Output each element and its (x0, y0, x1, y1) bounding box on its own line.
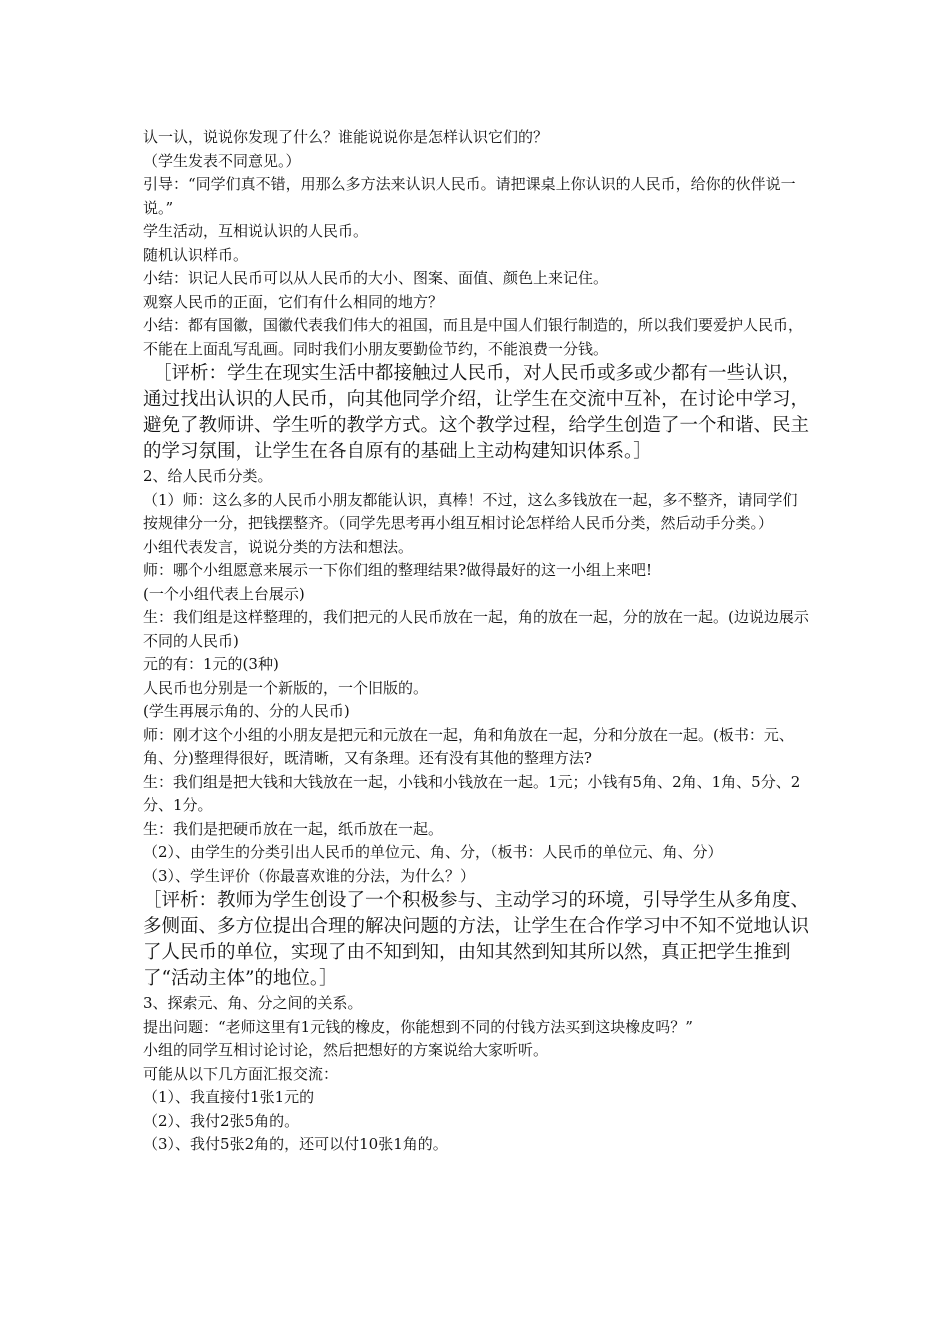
paragraph: 随机认识样币。 (143, 245, 249, 264)
paragraph: 师：刚才这个小组的小朋友是把元和元放在一起，角和角放在一起，分和分放在一起。(板书：元、角、分)整理得很好，既清晰，又有条理。还有没有其他的整理方法? (143, 725, 794, 767)
paragraph: 引导：“同学们真不错，用那么多方法来认识人民币。请把课桌上你认识的人民币，给你的伙伴说一说。” (143, 175, 796, 217)
paragraph: 小组的同学互相讨论讨论，然后把想好的方案说给大家听听。 (143, 1041, 549, 1059)
paragraph: 小结：都有国徽，国徽代表我们伟大的祖国，而且是中国人们银行制造的，所以我们要爱护人民币，不能在上面乱写乱画。同时我们小朋友要勤俭节约，不能浪费一分钱。 (143, 316, 804, 358)
list-item: （3）、我付5张2角的，还可以付10张1角的。 (143, 1135, 448, 1153)
paragraph: 学生活动，互相说认识的人民币。 (143, 222, 369, 240)
document-page (143, 126, 811, 1157)
commentary-paragraph: ［评析：学生在现实生活中都接触过人民币，对人民币或多或少都有一些认识，通过找出认识的人民币，向其他同学介绍，让学生在交流中互补，在讨论中学习，避免了教师讲、学生听的教学方式。这个教学过程，给学生创造了一个和谐、民主的学习氛围，让学生在各自原有的基础上主动构建知识体系。］ (143, 363, 810, 462)
list-item: （1）、我直接付1张1元的 (143, 1088, 315, 1106)
paragraph: (学生再展示角的、分的人民币) (143, 702, 350, 720)
paragraph: 认一认，说说你发现了什么？谁能说说你是怎样认识它们的？ (143, 128, 549, 146)
paragraph: 人民币也分别是一个新版的，一个旧版的。 (143, 678, 429, 697)
paragraph: 生：我们组是把大钱和大钱放在一起，小钱和小钱放在一起。1元；小钱有5角、2角、1角、5分、2分、1分。 (143, 772, 801, 814)
list-item: （2）、我付2张5角的。 (143, 1111, 300, 1130)
section-heading: 2、给人民币分类。 (143, 467, 273, 485)
paragraph: (一个小组代表上台展示) (143, 584, 305, 603)
paragraph: 提出问题：“老师这里有1元钱的橡皮，你能想到不同的付钱方法买到这块橡皮吗？” (143, 1017, 693, 1036)
paragraph: （1）师：这么多的人民币小朋友都能认识，真棒！不过，这么多钱放在一起，多不整齐，请同学们按规律分一分，把钱摆整齐。（同学先思考再小组互相讨论怎样给人民币分类，然后动手分类。） (143, 490, 798, 532)
paragraph: 生：我们是把硬币放在一起，纸币放在一起。 (143, 819, 444, 838)
paragraph: （3）、学生评价（你最喜欢谁的分法，为什么？） (143, 866, 476, 885)
section-heading: 3、探索元、角、分之间的关系。 (143, 994, 363, 1012)
paragraph: 小结：识记人民币可以从人民币的大小、图案、面值、颜色上来记住。 (143, 269, 609, 287)
paragraph: 观察人民币的正面，它们有什么相同的地方？ (143, 292, 444, 311)
paragraph: 小组代表发言，说说分类的方法和想法。 (143, 537, 414, 556)
paragraph: 师：哪个小组愿意来展示一下你们组的整理结果?做得最好的这一小组上来吧! (143, 561, 653, 579)
paragraph: （2）、由学生的分类引出人民币的单位元、角、分，（板书：人民币的单位元、角、分） (143, 843, 723, 861)
paragraph: 可能从以下几方面汇报交流： (143, 1064, 339, 1083)
commentary-paragraph: ［评析：教师为学生创设了一个积极参与、主动学习的环境，引导学生从多角度、多侧面、多方位提出合理的解决问题的方法，让学生在合作学习中不知不觉地认识了人民币的单位，实现了由不知到知，由知其然到知其所以然，真正把学生推到了“活动主体”的地位。］ (143, 890, 810, 989)
paragraph: （学生发表不同意见。） (143, 151, 301, 170)
paragraph: 元的有：1元的(3种) (143, 655, 279, 673)
paragraph: 生：我们组是这样整理的，我们把元的人民币放在一起，角的放在一起，分的放在一起。(边说边展示不同的人民币) (143, 608, 809, 650)
